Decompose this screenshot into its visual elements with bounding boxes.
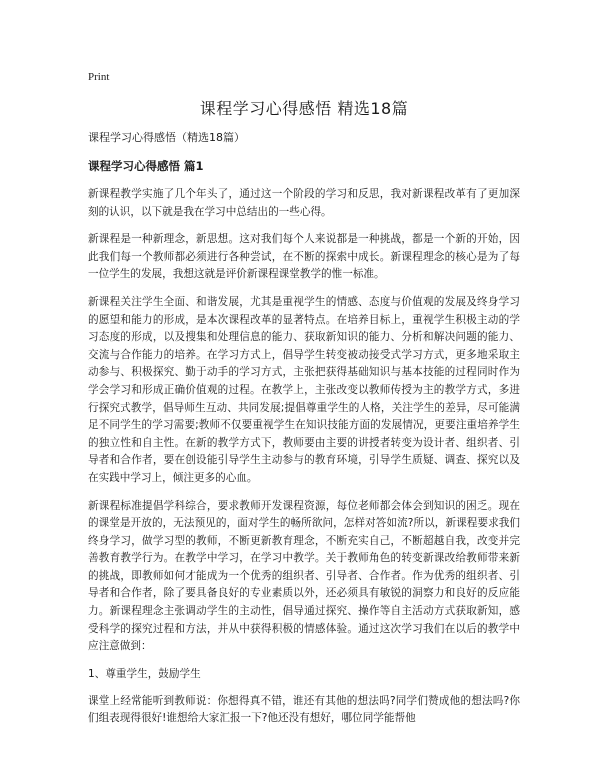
- document-page: [88, 70, 520, 738]
- paragraph-student-development: 新课程关注学生全面、和谐发展，尤其是重视学生的情感、态度与价值观的发展及终身学习的愿望和能力的形成，是本次课程改革的显著特点。在培养目标上，重视学生积极主动的学习态度的形成，以及搜集和处理信息的能力、获取新知识的能力、分析和解决问题的能力、交流与合作能力的培养。在学习方式上，倡导学生转变被动接受式学习方式，更多地采取主动参与、积极探究、勤于动手的学习方式，主张把获得基础知识与基本技能的过程同时作为学会学习和形成正确价值观的过程。在教学上，主张改变以教师传授为主的教学方式，多进行探究式教学，倡导师生互动、共同发展;提倡尊重学生的人格，关注学生的差异，尽可能满足不同学生的学习需要;教师不仅要重视学生在知识技能方面的发展情况，更要注重培养学生的独立性和自主性。在新的教学方式下，教师要由主要的讲授者转变为设计者、组织者、引导者和合作者，要在创设能引导学生主动参与的教育环境，引导学生质疑、调查、探究以及在实践中学习上，倾注更多的心血。: [88, 295, 520, 484]
- print-link[interactable]: Print: [88, 71, 110, 83]
- section-heading: 课程学习心得感悟 篇1: [88, 159, 204, 173]
- paragraph-intro: 新课程教学实施了几个年头了，通过这一个阶段的学习和反思，我对新课程改革有了更加深刻的认识，以下就是我在学习中总结出的一些心得。: [88, 188, 520, 218]
- list-heading: 1、尊重学生，鼓励学生: [88, 667, 201, 680]
- document-subtitle: 课程学习心得感悟（精选18篇）: [88, 131, 245, 144]
- paragraph-curriculum-standard: 新课程标准提倡学科综合，要求教师开发课程资源，每位老师都会体会到知识的困乏。现在的课堂是开放的，无法预见的，面对学生的畅所欲问，怎样对答如流?所以，新课程要求我们终身学习，做学习型的教师，不断更新教育理念，不断充实自己，不断超越自我，改变并完善教育教学行为。在教学中学习，在学习中教学。关于教师角色的转变新课改给教师带来新的挑战，即教师如何才能成为一个优秀的组织者、引导者、合作者。作为优秀的组织者、引导者和合作者，除了要具备良好的专业素质以外，还必须具有敏锐的洞察力和良好的反应能力。新课程理念主张调动学生的主动性，倡导通过探究、操作等自主活动方式获取新知，感受科学的探究过程和方法，并从中获得积极的情感体验。通过这次学习我们在以后的教学中应注意做到：: [88, 499, 520, 653]
- paragraph-new-concept: 新课程是一种新理念，新思想。这对我们每个人来说都是一种挑战，都是一个新的开始，因此我们每一个教师都必须进行各种尝试，在不断的探索中成长。新课程理念的核心是为了每一位学生的发展，我想这就是评价新课程课堂教学的惟一标准。: [88, 233, 520, 281]
- paragraph-classroom: 课堂上经常能听到教师说：你想得真不错，谁还有其他的想法吗?同学们赞成他的想法吗?你们组表现得很好!谁想给大家汇报一下?他还没有想好，哪位同学能帮他: [88, 694, 520, 725]
- document-title: 课程学习心得感悟 精选18篇: [199, 99, 409, 118]
